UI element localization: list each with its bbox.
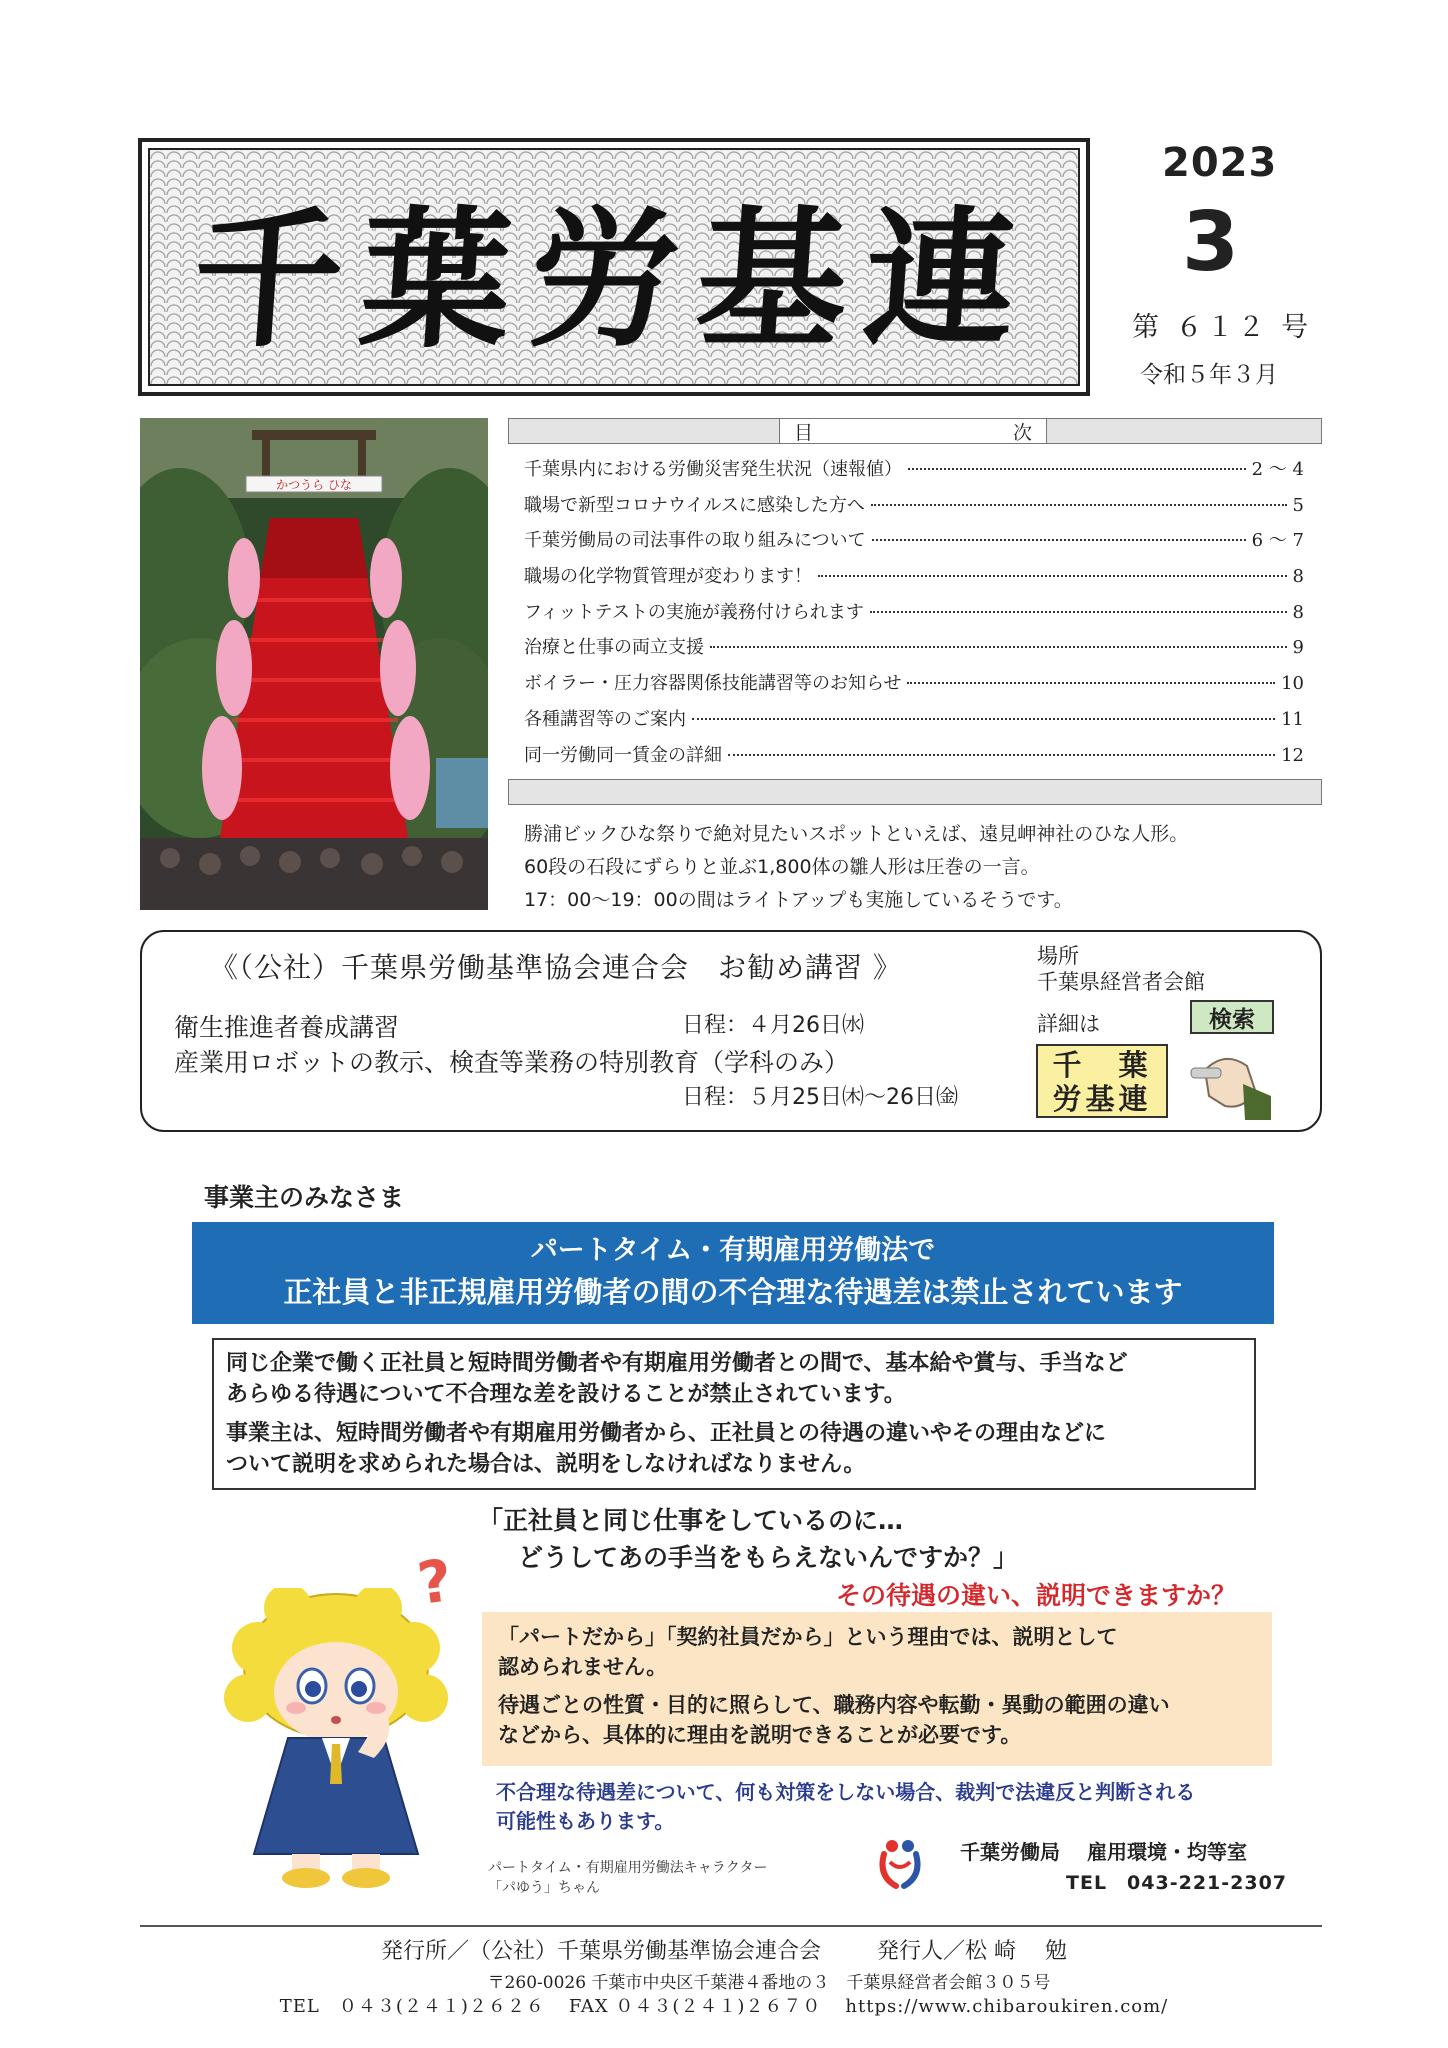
masthead (138, 138, 1090, 396)
rule-line: あらゆる待遇について不合理な差を設けることが禁止されています。 (226, 1382, 906, 1407)
banner-text: かつうら ひな (276, 478, 352, 492)
toc-item[interactable] (524, 741, 1304, 777)
issue-number: 第 ６１２ 号 (1132, 312, 1313, 343)
law-banner-line: 正社員と非正規雇用労働者の間の不合理な待遇差は禁止されています (283, 1275, 1183, 1309)
caption-header-bar (508, 779, 1322, 805)
venue-label: 場所 (1037, 944, 1079, 968)
question-mark-icon: ? (413, 1545, 457, 1619)
law-banner (192, 1222, 1274, 1324)
office-name: 千葉労働局 雇用環境・均等室 (960, 1840, 1247, 1864)
toc-item-page: 11 (1281, 708, 1304, 730)
search-keyword-line: 千 葉 (1052, 1048, 1152, 1082)
quote-line: どうしてあの手当をもらえないんですか？」 (518, 1543, 1019, 1572)
masthead-title: 千葉労基連 (186, 192, 1040, 368)
search-button[interactable]: 検索 (1190, 1000, 1274, 1034)
toc-item-title: 職場で新型コロナウイルスに感染した方へ (524, 494, 865, 516)
course-date: 日程：４月26日㈬ (682, 1013, 864, 1038)
toc-heading-left: 目 (794, 421, 814, 444)
venue-name: 千葉県経営者会館 (1037, 970, 1205, 994)
reason-line: 認められません。 (498, 1655, 668, 1679)
issue-date: 令和５年３月 (1140, 362, 1278, 388)
toc-item-page: 10 (1281, 673, 1304, 695)
toc-item-title: 千葉労働局の司法事件の取り組みについて (524, 530, 866, 552)
toc-item[interactable] (524, 455, 1304, 491)
mascot-character-illustration (218, 1588, 458, 1888)
footer-contact-line (0, 1992, 1448, 2018)
toc-item[interactable] (524, 526, 1304, 562)
employee-quote (478, 1502, 1018, 1576)
footer-issuer: 発行人／松 崎 勉 (877, 1939, 1067, 1964)
reason-box (482, 1612, 1272, 1766)
toc-item-title: ボイラー・圧力容器関係技能講習等のお知らせ (524, 673, 902, 695)
toc-item[interactable] (524, 669, 1304, 705)
footer-address: 〒260-0026 千葉市中央区千葉港４番地の３ 千葉県経営者会館３０５号 (487, 1973, 1051, 1993)
rule-box (212, 1338, 1256, 1490)
hand-click-icon (1185, 1040, 1275, 1120)
caption-line: 17：00～19：00の間はライトアップも実施しているそうです。 (524, 889, 1073, 911)
photo-caption (524, 818, 1324, 917)
course-name: 産業用ロボットの教示、検査等業務の特別教育（学科のみ） (174, 1048, 850, 1077)
toc-list (524, 455, 1304, 776)
toc-item-page: 2 ～ 4 (1251, 459, 1304, 480)
character-caption-line: パートタイム・有期雇用労働法キャラクター (488, 1860, 768, 1876)
caption-line: 60段の石段にずらりと並ぶ1,800体の雛人形は圧巻の一言。 (524, 856, 1040, 878)
rule-line: 同じ企業で働く正社員と短時間労働者や有期雇用労働者との間で、基本給や賞与、手当など (226, 1351, 1128, 1376)
toc-item[interactable] (524, 705, 1304, 741)
toc-item-page: 9 (1292, 637, 1304, 659)
toc-item-page: 12 (1281, 744, 1304, 766)
hina-stairs-illustration (140, 418, 488, 910)
toc-item-page: 5 (1292, 494, 1304, 516)
toc-item-title: フィットテストの実施が義務付けられます (524, 601, 864, 623)
toc-item[interactable] (524, 598, 1304, 634)
footer-url[interactable]: https://www.chibaroukiren.com/ (845, 1996, 1169, 2017)
course-name: 衛生推進者養成講習 (174, 1013, 400, 1042)
reason-line: などから、具体的に理由を説明できることが必要です。 (498, 1723, 1022, 1747)
warning-line: 可能性もあります。 (496, 1809, 675, 1833)
toc-heading (779, 419, 1047, 443)
quote-line: 「正社員と同じ仕事をしているのに… (478, 1506, 904, 1535)
rule-line: ついて説明を求められた場合は、説明をしなければなりません。 (226, 1452, 866, 1477)
rule-line: 事業主は、短時間労働者や有期雇用労働者から、正社員との待遇の違いやその理由などに (226, 1421, 1107, 1446)
character-caption-line: 「パゆう」ちゃん (488, 1880, 600, 1896)
office-tel: TEL 043-221-2307 (1066, 1872, 1288, 1894)
labor-bureau-logo-icon (870, 1832, 930, 1892)
footer-publisher-line (0, 1934, 1448, 1965)
warning-line: 不合理な待遇差について、何も対策をしない場合、裁判で法違反と判断される (496, 1780, 1196, 1804)
footer-fax: FAX ０４３(２４１)２６７０ (568, 1996, 822, 2017)
toc-item[interactable] (524, 491, 1304, 527)
audience-heading: 事業主のみなさま (204, 1183, 405, 1212)
cover-photo (140, 418, 488, 910)
footer-tel: TEL ０４３(２４１)２６２６ (279, 1996, 545, 2017)
course-date: 日程：５月25日㈭～26日㈮ (682, 1085, 958, 1110)
toc-item-title: 各種講習等のご案内 (524, 708, 686, 730)
warning-text (496, 1778, 1276, 1836)
toc-item-page: 6 ～ 7 (1251, 530, 1304, 552)
toc-item-title: 同一労働同一賃金の詳細 (524, 744, 722, 766)
toc-item-page: 8 (1292, 566, 1304, 588)
toc-item-title: 千葉県内における労働災害発生状況（速報値） (524, 459, 902, 480)
toc-item-title: 職場の化学物質管理が変わります！ (524, 566, 812, 588)
toc-header-bar (508, 418, 1322, 444)
character-caption (488, 1858, 767, 1898)
toc-heading-right: 次 (1012, 421, 1032, 444)
issue-month: 3 (1182, 195, 1240, 290)
caption-line: 勝浦ビックひな祭りで絶対見たいスポットといえば、遠見岬神社のひな人形。 (524, 823, 1189, 845)
search-keyword-box[interactable] (1036, 1044, 1168, 1118)
training-title: 《（公社）千葉県労働基準協会連合会 お勧め講習 》 (210, 951, 902, 984)
toc-item-page: 8 (1292, 601, 1304, 623)
reason-line: 「パートだから」「契約社員だから」という理由では、説明として (498, 1625, 1118, 1649)
issue-year: 2023 (1162, 140, 1278, 186)
reason-line: 待遇ごとの性質・目的に照らして、職務内容や転勤・異動の範囲の違い (498, 1693, 1170, 1717)
law-banner-line: パートタイム・有期雇用労働法で (530, 1235, 936, 1266)
details-label: 詳細は (1037, 1012, 1100, 1036)
masthead-pattern (148, 148, 1080, 386)
footer-divider (140, 1925, 1322, 1927)
question-text: その待遇の違い、説明できますか？ (836, 1581, 1237, 1610)
footer-publisher: 発行所／（公社）千葉県労働基準協会連合会 (380, 1939, 821, 1964)
search-keyword-line: 労基連 (1052, 1082, 1152, 1116)
toc-item-title: 治療と仕事の両立支援 (524, 637, 704, 659)
toc-item[interactable] (524, 633, 1304, 669)
toc-item[interactable] (524, 562, 1304, 598)
